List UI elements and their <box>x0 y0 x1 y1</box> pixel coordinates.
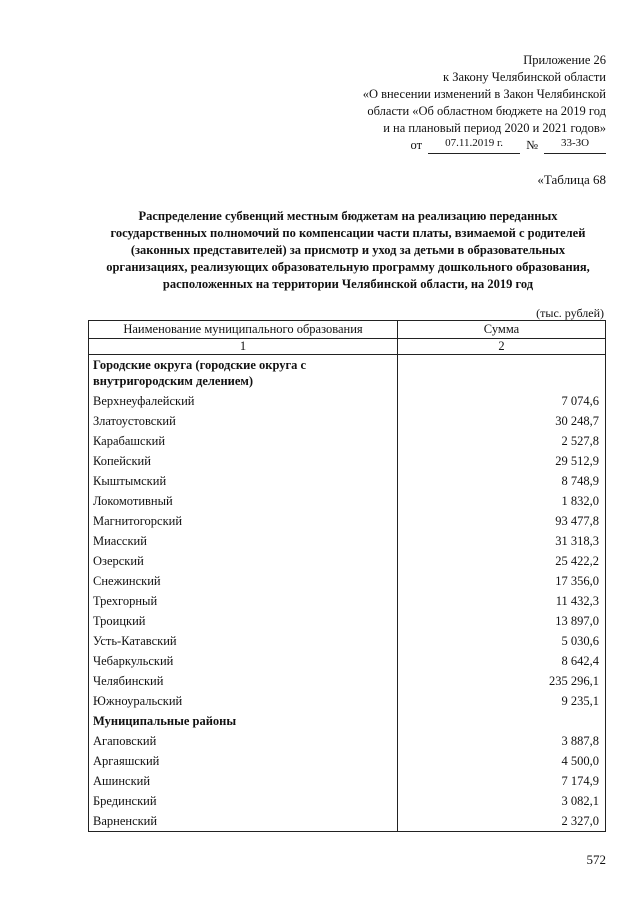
municipality-name: Озерский <box>89 551 398 571</box>
appendix-line-4: области «Об областном бюджете на 2019 год <box>367 104 606 118</box>
table-row <box>89 591 606 611</box>
appendix-line-2: к Закону Челябинской области <box>443 70 606 84</box>
municipality-name: Усть-Катавский <box>89 631 398 651</box>
amount-cell: 30 248,7 <box>398 411 606 431</box>
appendix-line-1: Приложение 26 <box>523 53 606 67</box>
table-row <box>89 811 606 832</box>
municipality-name: Копейский <box>89 451 398 471</box>
municipality-name: Верхнеуфалейский <box>89 391 398 411</box>
column-number-2: 2 <box>398 339 606 355</box>
municipality-name: Миасский <box>89 531 398 551</box>
column-number-row <box>89 339 606 355</box>
table-row <box>89 751 606 771</box>
appendix-date-line <box>306 137 606 154</box>
table-row <box>89 511 606 531</box>
column-number-1: 1 <box>89 339 398 355</box>
amount-cell: 3 082,1 <box>398 791 606 811</box>
amount-cell: 2 327,0 <box>398 811 606 832</box>
amount-cell: 2 527,8 <box>398 431 606 451</box>
municipality-name: Трехгорный <box>89 591 398 611</box>
municipality-name: Агаповский <box>89 731 398 751</box>
table-row <box>89 431 606 451</box>
municipality-name: Магнитогорский <box>89 511 398 531</box>
amount-cell: 7 074,6 <box>398 391 606 411</box>
amount-cell: 4 500,0 <box>398 751 606 771</box>
header-sum: Сумма <box>398 321 606 339</box>
table-reference: «Таблица 68 <box>537 172 606 187</box>
amount-cell <box>398 355 606 392</box>
municipality-name: Южноуральский <box>89 691 398 711</box>
municipality-name: Златоустовский <box>89 411 398 431</box>
appendix-line-3: «О внесении изменений в Закон Челябинской <box>362 87 606 101</box>
table-header-row <box>89 321 606 339</box>
page-number: 572 <box>586 852 606 867</box>
amount-cell: 29 512,9 <box>398 451 606 471</box>
amount-cell: 8 642,4 <box>398 651 606 671</box>
amount-cell: 3 887,8 <box>398 731 606 751</box>
section-row <box>89 355 606 392</box>
amount-cell: 17 356,0 <box>398 571 606 591</box>
amount-cell: 31 318,3 <box>398 531 606 551</box>
subsidy-table <box>88 320 606 832</box>
amount-cell: 235 296,1 <box>398 671 606 691</box>
municipality-name: Снежинский <box>89 571 398 591</box>
header-name: Наименование муниципального образования <box>89 321 398 339</box>
table-row <box>89 391 606 411</box>
amount-cell: 93 477,8 <box>398 511 606 531</box>
municipality-name: Варненский <box>89 811 398 832</box>
appendix-header <box>306 52 606 154</box>
section-title: Муниципальные районы <box>89 711 398 731</box>
table-row <box>89 691 606 711</box>
municipality-name: Локомотивный <box>89 491 398 511</box>
municipality-name: Карабашский <box>89 431 398 451</box>
municipality-name: Троицкий <box>89 611 398 631</box>
municipality-name: Кыштымский <box>89 471 398 491</box>
municipality-name: Ашинский <box>89 771 398 791</box>
table-row <box>89 791 606 811</box>
amount-cell: 5 030,6 <box>398 631 606 651</box>
appendix-line-5: и на плановый период 2020 и 2021 годов» <box>383 121 606 135</box>
amount-cell: 1 832,0 <box>398 491 606 511</box>
number-value: 33-ЗО <box>544 137 606 154</box>
date-prefix: от <box>410 138 423 152</box>
municipality-name: Челябинский <box>89 671 398 691</box>
section-title: Городские округа (городские округа с внутригородским делением) <box>89 355 398 392</box>
municipality-name: Брединский <box>89 791 398 811</box>
table-row <box>89 731 606 751</box>
amount-cell: 11 432,3 <box>398 591 606 611</box>
table-row <box>89 531 606 551</box>
units-label: (тыс. рублей) <box>536 306 604 320</box>
municipality-name: Аргаяшский <box>89 751 398 771</box>
amount-cell: 9 235,1 <box>398 691 606 711</box>
amount-cell: 8 748,9 <box>398 471 606 491</box>
table-row <box>89 771 606 791</box>
table-body <box>89 355 606 832</box>
number-prefix: № <box>526 138 538 152</box>
date-value: 07.11.2019 г. <box>428 137 520 154</box>
table-row <box>89 551 606 571</box>
table-row <box>89 671 606 691</box>
table-row <box>89 631 606 651</box>
table-row <box>89 611 606 631</box>
amount-cell: 13 897,0 <box>398 611 606 631</box>
section-row <box>89 711 606 731</box>
table-row <box>89 451 606 471</box>
amount-cell: 25 422,2 <box>398 551 606 571</box>
table-row <box>89 651 606 671</box>
document-title: Распределение субвенций местным бюджетам на реализацию переданных государственных полномочий по компенсации части платы, взимаемой с родителей (законных представителей) за присмотр и уход за детьми в образовательных организациях, реализующих образовательную программу дошкольного образования, расположенных на территории Челябинской области, на 2019 год <box>106 209 590 291</box>
table-row <box>89 411 606 431</box>
municipality-name: Чебаркульский <box>89 651 398 671</box>
table-row <box>89 471 606 491</box>
table-row <box>89 491 606 511</box>
amount-cell <box>398 711 606 731</box>
amount-cell: 7 174,9 <box>398 771 606 791</box>
table-row <box>89 571 606 591</box>
